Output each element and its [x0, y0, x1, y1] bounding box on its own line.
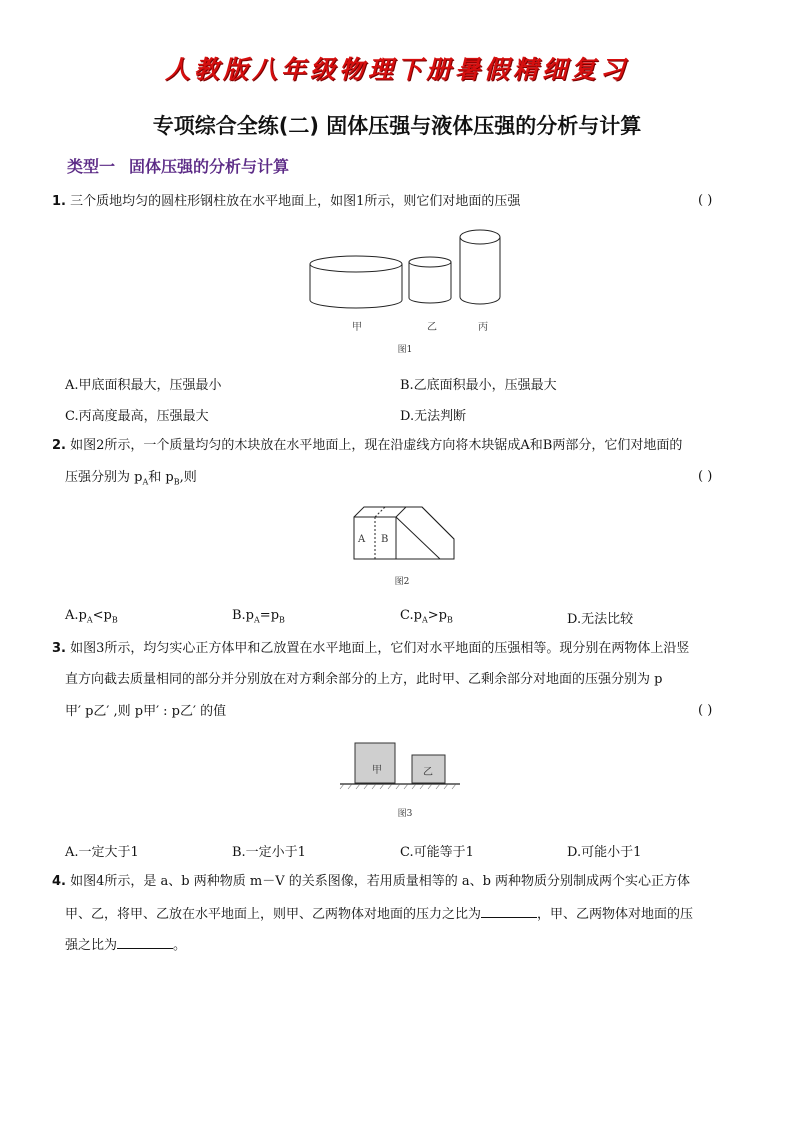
option-a[interactable]: [65, 608, 118, 625]
figure-label-b: B: [381, 534, 389, 545]
text-segment: 和 p: [148, 470, 174, 485]
subscript: B: [173, 477, 180, 487]
answer-parentheses: ( ): [698, 703, 713, 718]
figure-label-a: A: [358, 534, 366, 545]
text-segment: 强之比为: [65, 938, 118, 953]
figure-label-yi: 乙: [423, 767, 433, 778]
figure-1-cylinders: [300, 222, 520, 322]
question-text: 如图4所示，是 a、b 两种物质 m－V 的关系图像，若用质量相等的 a、b 两种物质分别制成两个实心正方体: [70, 874, 691, 889]
option-d[interactable]: D.可能小于1: [567, 845, 642, 860]
text-segment: ，甲、乙两物体对地面的压: [537, 907, 694, 922]
option-d[interactable]: D.无法比较: [567, 612, 634, 627]
question-2: [52, 437, 682, 455]
question-4: [52, 873, 690, 891]
banner-title: 人教版八年级物理下册暑假精细复习: [164, 55, 629, 84]
subscript: B: [279, 615, 285, 625]
figure-label-yi: 乙: [427, 322, 437, 333]
question-number: 1.: [52, 194, 66, 209]
section-heading: [67, 154, 289, 177]
option-c[interactable]: C.可能等于1: [400, 845, 474, 860]
text-segment: 。: [173, 938, 187, 953]
page-title: 专项综合全练(二) 固体压强与液体压强的分析与计算: [152, 114, 642, 138]
text-segment: B.p: [232, 608, 255, 623]
answer-parentheses: ( ): [698, 193, 713, 208]
question-text: 如图2所示，一个质量均匀的木块放在水平地面上，现在沿虚线方向将木块锯成A和B两部分，它们对地面的: [70, 438, 683, 453]
figure-label-jia: 甲: [372, 765, 382, 776]
subscript: B: [111, 615, 118, 625]
question-text: 三个质地均匀的圆柱形钢柱放在水平地面上，如图1所示，则它们对地面的压强: [70, 194, 521, 209]
question-3-line2: 直方向截去质量相同的部分并分别放在对方剩余部分的上方，此时甲、乙剩余部分对地面的压强分别为 p: [65, 672, 663, 687]
question-3-line3: 甲′ p乙′ ,则 p甲′ : p乙′ 的值: [65, 704, 227, 719]
option-c[interactable]: C.丙高度最高，压强最大: [65, 409, 209, 424]
option-b[interactable]: B.乙底面积最小，压强最大: [400, 378, 557, 393]
question-4-line3: [65, 936, 186, 955]
option-d[interactable]: D.无法判断: [400, 409, 467, 424]
text-segment: <p: [92, 608, 112, 623]
question-1: [52, 193, 520, 211]
text-segment: 甲、乙，将甲、乙放在水平地面上，则甲、乙两物体对地面的压力之比为: [65, 907, 482, 922]
question-text: 如图3所示，均匀实心正方体甲和乙放置在水平地面上，它们对水平地面的压强相等。现分别在两物体上沿竖: [70, 641, 690, 656]
figure-2-wood-block: [352, 505, 462, 565]
figure-3-cubes: [340, 741, 460, 791]
section-label: 类型一: [67, 157, 116, 176]
answer-parentheses: ( ): [698, 469, 713, 484]
figure-label-bing: 丙: [478, 322, 488, 333]
text-segment: =p: [259, 608, 280, 623]
figure-caption: 图1: [397, 345, 413, 355]
question-2-line2: [65, 469, 197, 492]
text-segment: ,则: [179, 470, 197, 485]
subscript: B: [446, 615, 453, 625]
figure-label-jia: 甲: [352, 322, 362, 333]
section-name: 固体压强的分析与计算: [129, 157, 290, 176]
question-number: 4.: [52, 874, 66, 889]
subscript: A: [254, 615, 260, 625]
question-3: [52, 640, 689, 658]
question-4-line2: [65, 905, 693, 924]
option-c[interactable]: [400, 608, 453, 625]
answer-blank[interactable]: [481, 905, 537, 918]
answer-blank[interactable]: [117, 936, 173, 949]
option-a[interactable]: A.甲底面积最大，压强最小: [65, 378, 222, 393]
text-segment: C.p: [400, 608, 422, 623]
option-b[interactable]: B.一定小于1: [232, 845, 306, 860]
figure-caption: 图2: [394, 577, 410, 587]
text-segment: A.p: [65, 608, 87, 623]
figure-caption: 图3: [397, 809, 413, 819]
question-number: 3.: [52, 641, 66, 656]
text-segment: 压强分别为 p: [65, 470, 143, 485]
option-b[interactable]: [232, 608, 285, 625]
option-a[interactable]: A.一定大于1: [65, 845, 139, 860]
text-segment: >p: [427, 608, 447, 623]
subscript: A: [86, 615, 93, 625]
subscript: A: [421, 615, 428, 625]
subscript: A: [142, 477, 149, 487]
question-number: 2.: [52, 438, 66, 453]
